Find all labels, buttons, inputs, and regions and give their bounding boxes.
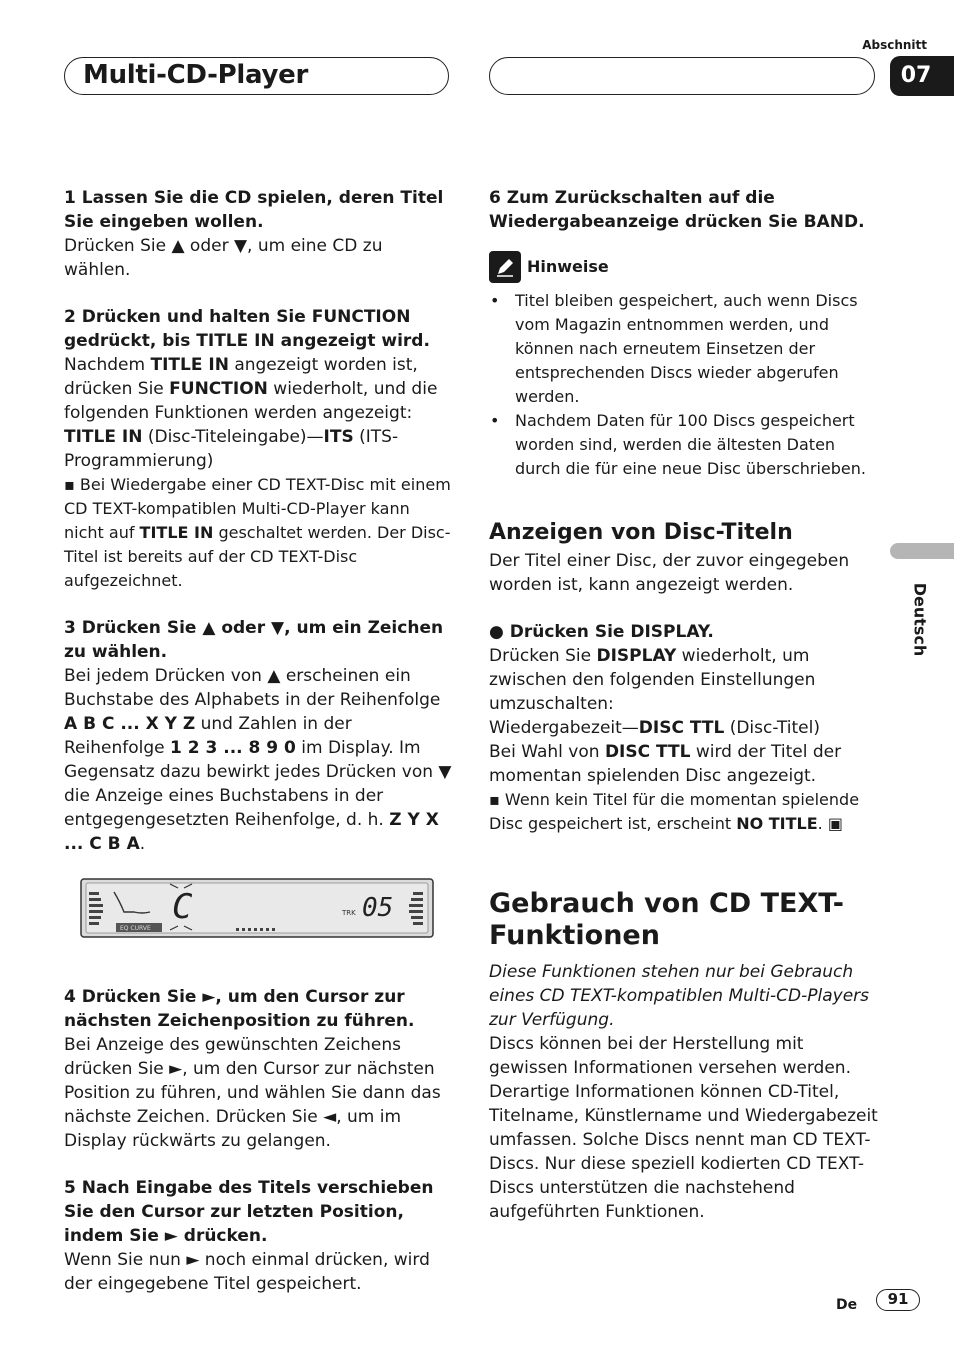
disc-titles-intro: Der Titel einer Disc, der zuvor eingegeben worden ist, kann angezeigt werden.: [489, 551, 850, 595]
hint-item: • Titel bleiben gespeichert, auch wenn Discs vom Magazin entnommen werden, und können nach erneutem Einsetzen der entsprechenden Discs wieder abgerufen werden.: [489, 289, 879, 409]
lcd-display-illustration: [80, 878, 454, 945]
step-1-body: Drücken Sie ▲ oder ▼, um eine CD zu wählen.: [64, 236, 383, 280]
cd-text-body: Discs können bei der Herstellung mit gewissen Informationen versehen werden. Derartige Informationen können CD-Titel, Titelname, Künstlername und Wiedergabezeit umfassen. Solche Discs nennt man CD TEXT-Discs. Nur diese speziell kodierten CD TEXT-Discs unterstützen die nachstehend aufgeführten Funktionen.: [489, 1034, 878, 1222]
lcd-character: C: [172, 887, 193, 927]
step-2-note: ▪ Bei Wiedergabe einer CD TEXT-Disc mit einem CD TEXT-kompatiblen Multi-CD-Player kann nicht auf TITLE IN geschaltet werden. Der Disc-Titel ist bereits auf der CD TEXT-Disc aufgezeichnet.: [64, 475, 451, 590]
step-2-body: Nachdem TITLE IN angezeigt worden ist, drücken Sie FUNCTION wiederholt, und die folgenden Funktionen werden angezeigt: TITLE IN (Disc-Titeleingabe)—ITS (ITS-Programmierung): [64, 355, 438, 471]
display-step-title: ● Drücken Sie DISPLAY.: [489, 622, 714, 642]
hint-item: • Nachdem Daten für 100 Discs gespeichert worden sind, werden die ältesten Daten durch die für eine neue Disc überschrieben.: [489, 409, 879, 481]
step-3-body: Bei jedem Drücken von ▲ erscheinen ein Buchstabe des Alphabets in der Reihenfolge A B C ... X Y Z und Zahlen in der Reihenfolge 1 2 3 ... 8 9 0 im Display. Im Gegensatz dazu bewirkt jedes Drücken von ▼ die Anzeige eines Buchstabens in der entgegengesetzten Reihenfolge, d. h. Z Y X ... C B A.: [64, 666, 452, 854]
hints-header: [489, 251, 879, 283]
section-label: Abschnitt: [862, 38, 927, 52]
step-3-title: 3 Drücken Sie ▲ oder ▼, um ein Zeichen zu wählen.: [64, 618, 444, 662]
step-2-title: 2 Drücken und halten Sie FUNCTION gedrückt, bis TITLE IN angezeigt wird.: [64, 307, 430, 351]
step-6-title: 6 Zum Zurückschalten auf die Wiedergabeanzeige drücken Sie BAND.: [489, 188, 865, 232]
track-number: 05: [362, 893, 394, 923]
blank-header-frame: [489, 57, 875, 95]
page-title: Multi-CD-Player: [83, 60, 308, 90]
pencil-note-icon: [489, 251, 521, 283]
step-5-body: Wenn Sie nun ► noch einmal drücken, wird der eingegebene Titel gespeichert.: [64, 1250, 430, 1294]
chapter-title-frame: [64, 57, 449, 95]
right-column: [489, 186, 879, 1224]
hints-title: Hinweise: [527, 257, 609, 276]
step-1-title: 1 Lassen Sie die CD spielen, deren Titel Sie eingeben wollen.: [64, 188, 444, 232]
display-step-body: Drücken Sie DISPLAY wiederholt, um zwischen den folgenden Einstellungen umzuschalten: Wiedergabezeit—DISC TTL (Disc-Titel) Bei Wahl von DISC TTL wird der Titel der momentan spielenden Disc angezeigt.: [489, 646, 842, 786]
step-5-title: 5 Nach Eingabe des Titels verschieben Sie den Cursor zur letzten Position, indem Sie ► drücken.: [64, 1178, 434, 1246]
heading-disc-titles: Anzeigen von Disc-Titeln: [489, 520, 793, 545]
hints-list: [489, 289, 879, 481]
eq-curve-label: EQ CURVE: [120, 925, 151, 932]
left-column: [64, 186, 454, 1296]
language-tab-marker: [890, 543, 954, 559]
footer-language: De: [836, 1297, 858, 1313]
step-4-title: 4 Drücken Sie ►, um den Cursor zur nächsten Zeichenposition zu führen.: [64, 987, 415, 1031]
page-number: 91: [876, 1289, 920, 1311]
lcd-display-svg: [80, 878, 434, 938]
language-side-label: Deutsch: [910, 582, 930, 657]
display-note: ▪ Wenn kein Titel für die momentan spielende Disc gespeichert ist, erscheint NO TITLE. ▣: [489, 790, 860, 833]
chapter-number: 07: [890, 56, 954, 96]
trk-label: TRK: [342, 909, 356, 917]
step-4-body: Bei Anzeige des gewünschten Zeichens drücken Sie ►, um den Cursor zur nächsten Position zu führen, und wählen Sie dann das nächste Zeichen. Drücken Sie ◄, um im Display rückwärts zu gelangen.: [64, 1035, 441, 1151]
heading-cd-text: Gebrauch von CD TEXT-Funktionen: [489, 888, 844, 951]
cd-text-availability-note: Diese Funktionen stehen nur bei Gebrauch eines CD TEXT-kompatiblen Multi-CD-Players zur Verfügung.: [489, 962, 870, 1030]
